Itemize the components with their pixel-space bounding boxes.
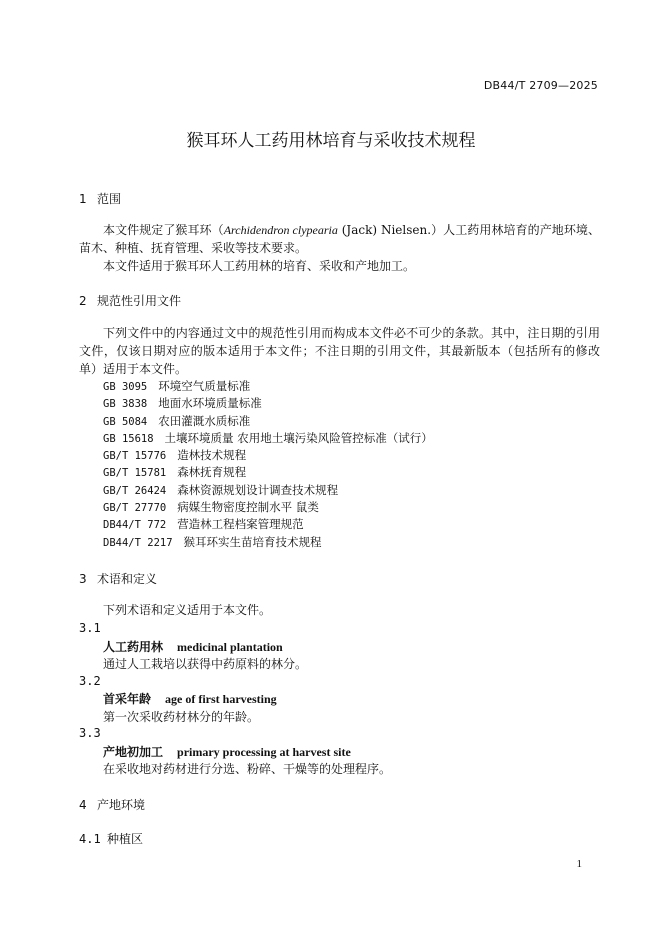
term-heading: [103, 638, 283, 655]
term-zh: 首采年龄: [103, 692, 152, 706]
section-4-heading: [79, 796, 145, 813]
term-number: 3.1: [79, 621, 101, 635]
scope-text-post: (Jack) Nielsen.）人工药用林培育的产地环境、苗木、种植、抚育管理、采收等技术要求。: [79, 223, 600, 255]
reference-item: [103, 413, 250, 429]
term-heading: [103, 743, 351, 760]
reference-title: 环境空气质量标准: [158, 379, 251, 393]
reference-item: [103, 378, 250, 394]
reference-code: GB/T 27770: [103, 502, 167, 514]
reference-title: 造林技术规程: [177, 448, 247, 462]
reference-item: [103, 516, 304, 532]
reference-code: GB/T 26424: [103, 485, 167, 497]
reference-title: 土壤环境质量 农用地土壤污染风险管控标准（试行）: [164, 431, 433, 445]
reference-code: GB 3838: [103, 398, 148, 410]
term-en: age of first harvesting: [165, 692, 277, 706]
section-title: 规范性引用文件: [97, 294, 182, 308]
scope-paragraph-2: 本文件适用于猴耳环人工药用林的培育、采收和产地加工。: [103, 259, 416, 273]
section-1-heading: [79, 190, 121, 207]
reference-title: 森林资源规划设计调查技术规程: [177, 483, 339, 497]
section-title: 术语和定义: [97, 572, 158, 586]
document-id: DB44/T 2709—2025: [483, 79, 598, 92]
reference-item: [103, 430, 433, 446]
latin-name: Archidendron clypearia: [223, 223, 338, 237]
term-zh: 人工药用林: [103, 640, 164, 654]
term-number: 3.2: [79, 674, 101, 688]
term-definition: 通过人工栽培以获得中药原料的林分。: [103, 657, 308, 671]
term-number: 3.3: [79, 726, 101, 740]
scope-text-pre: 本文件规定了猴耳环（: [103, 223, 224, 237]
section-3-heading: [79, 570, 157, 587]
section-2-heading: [79, 292, 181, 309]
reference-item: [103, 499, 319, 515]
reference-code: GB 15618: [103, 433, 154, 445]
section-title: 范围: [97, 192, 122, 206]
normative-intro: 下列文件中的内容通过文中的规范性引用而构成本文件必不可少的条款。其中，注日期的引用文件，仅该日期对应的版本适用于本文件；不注日期的引用文件，其最新版本（包括所有的修改单）适用于本文件。: [79, 326, 600, 376]
subsection-title: 种植区: [107, 832, 144, 846]
terms-intro: 下列术语和定义适用于本文件。: [103, 603, 272, 617]
section-number: 1: [79, 192, 87, 206]
term-definition: 在采收地对药材进行分选、粉碎、干燥等的处理程序。: [103, 762, 392, 776]
reference-item: [103, 464, 246, 480]
document-title: 猴耳环人工药用林培育与采收技术规程: [186, 131, 476, 151]
reference-code: DB44/T 2217: [103, 537, 173, 549]
term-heading: [103, 690, 277, 707]
term-definition: 第一次采收药材林分的年龄。: [103, 710, 260, 724]
reference-code: GB/T 15776: [103, 450, 167, 462]
reference-item: [103, 395, 262, 411]
scope-paragraph-1: [79, 221, 600, 257]
section-title: 产地环境: [97, 798, 146, 812]
reference-item: [103, 482, 338, 498]
reference-item: [103, 447, 246, 463]
reference-title: 病媒生物密度控制水平 鼠类: [177, 500, 319, 514]
term-en: medicinal plantation: [177, 640, 283, 654]
reference-code: GB 5084: [103, 416, 148, 428]
reference-title: 农田灌溉水质标准: [158, 414, 251, 428]
reference-code: DB44/T 772: [103, 519, 167, 531]
reference-title: 营造林工程档案管理规范: [177, 517, 304, 531]
page-number: 1: [576, 858, 582, 870]
reference-item: [103, 534, 322, 550]
reference-code: GB 3095: [103, 381, 148, 393]
section-number: 4: [79, 798, 87, 812]
section-number: 2: [79, 294, 87, 308]
reference-title: 猴耳环实生苗培育技术规程: [183, 535, 322, 549]
term-en: primary processing at harvest site: [177, 745, 351, 759]
term-zh: 产地初加工: [103, 745, 164, 759]
reference-title: 森林抚育规程: [177, 465, 247, 479]
section-number: 3: [79, 572, 87, 586]
section-4-1-heading: [79, 830, 143, 847]
reference-code: GB/T 15781: [103, 467, 167, 479]
subsection-number: 4.1: [79, 832, 101, 846]
reference-title: 地面水环境质量标准: [158, 396, 262, 410]
